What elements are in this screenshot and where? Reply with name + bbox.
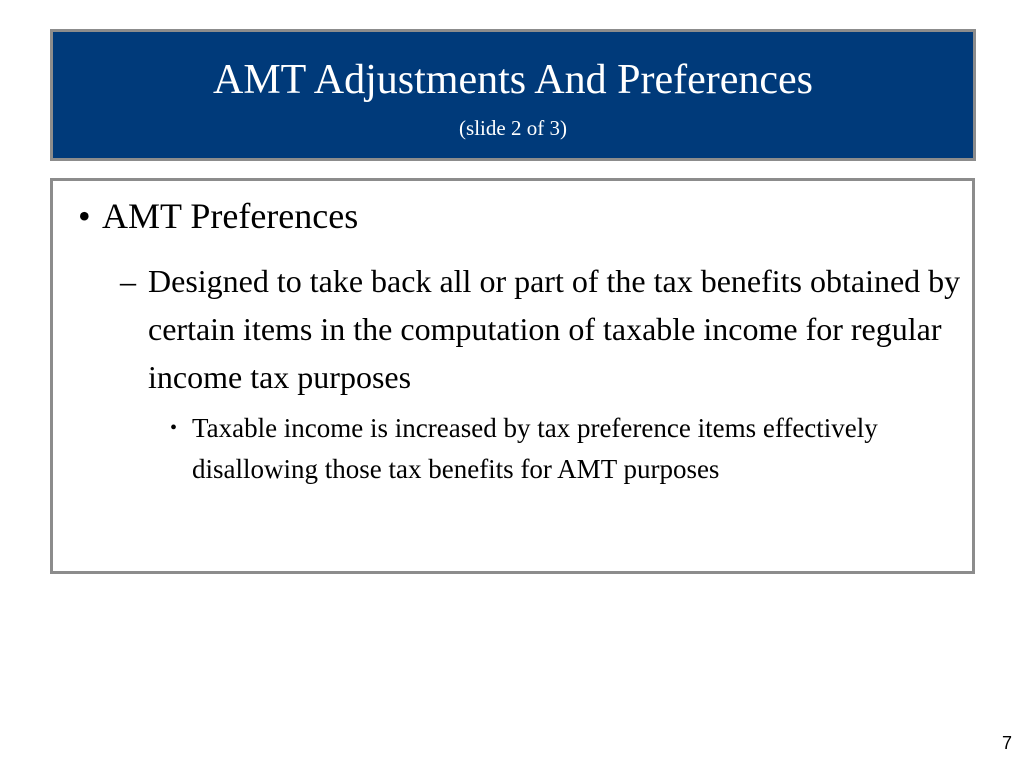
bullet-level-1 bbox=[78, 195, 358, 237]
bullet-marker-small: • bbox=[170, 417, 178, 439]
title-banner bbox=[50, 29, 976, 161]
sub-bullet-text: Designed to take back all or part of the tax benefits obtained by certain items in the computation of taxable income for regular income tax purposes bbox=[148, 263, 961, 395]
dash-marker: – bbox=[120, 263, 136, 299]
bullet-text: AMT Preferences bbox=[102, 196, 359, 236]
sub-sub-bullet-text: Taxable income is increased by tax preference items effectively disallowing those tax benefits for AMT purposes bbox=[192, 413, 878, 484]
slide-subtitle: (slide 2 of 3) bbox=[459, 116, 567, 140]
bullet-level-2 bbox=[120, 257, 970, 401]
slide-title: AMT Adjustments And Preferences bbox=[213, 57, 813, 103]
page-number: 7 bbox=[1001, 733, 1012, 753]
bullet-level-3 bbox=[170, 408, 960, 490]
content-box bbox=[50, 178, 975, 574]
bullet-marker: • bbox=[78, 196, 91, 236]
